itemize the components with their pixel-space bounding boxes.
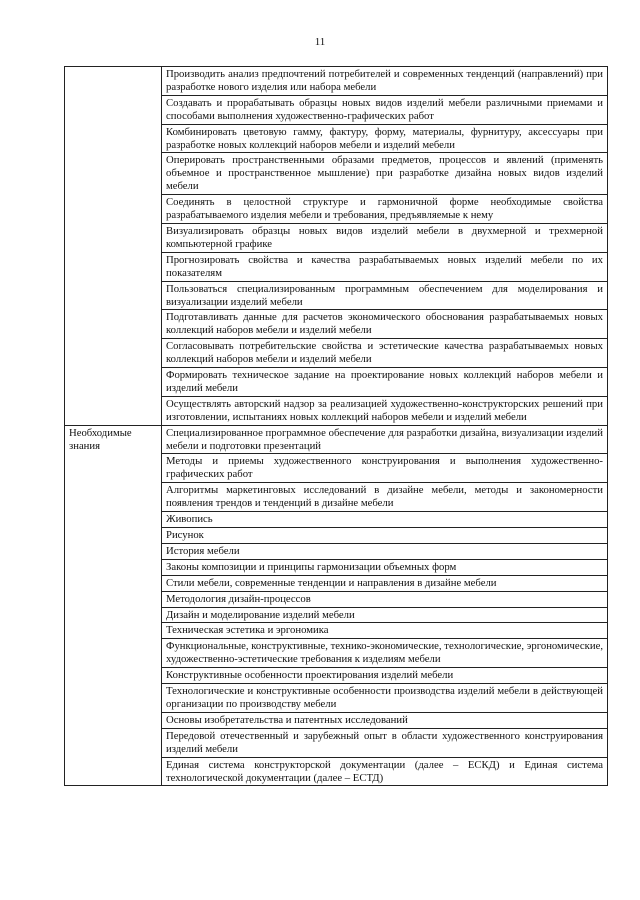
knowledge-row-text: Живопись <box>162 512 608 528</box>
knowledge-row-text: Техническая эстетика и эргономика <box>162 623 608 639</box>
knowledge-row-text: Конструктивные особенности проектирования изделий мебели <box>162 668 608 684</box>
knowledge-row-text: Методология дизайн-процессов <box>162 591 608 607</box>
skill-row-text: Формировать техническое задание на проектирование новых коллекций наборов мебели и изделий мебели <box>162 368 608 397</box>
knowledge-row-text: Алгоритмы маркетинговых исследований в дизайне мебели, методы и закономерности появления трендов и тенденций в дизайне мебели <box>162 483 608 512</box>
skill-row-text: Визуализировать образцы новых видов изделий мебели в двухмерной и трехмерной компьютерной графике <box>162 223 608 252</box>
skill-row-text: Соединять в целостной структуре и гармоничной форме необходимые свойства разрабатываемого изделия мебели и требования, предъявляемые к нему <box>162 195 608 224</box>
skill-row-text: Пользоваться специализированным программным обеспечением для моделирования и визуализации изделий мебели <box>162 281 608 310</box>
skill-row-text: Производить анализ предпочтений потребителей и современных тенденций (направлений) при разработке нового изделия или набора мебели <box>162 67 608 96</box>
skill-row <box>65 67 608 96</box>
skills-label-cell <box>65 67 162 426</box>
knowledge-row-text: Единая система конструкторской документации (далее – ЕСКД) и Единая система технологической документации (далее – ЕСТД) <box>162 757 608 786</box>
knowledge-row-text: Функциональные, конструктивные, технико-экономические, технологические, эргономические, художественно-эстетические требования к изделиям мебели <box>162 639 608 668</box>
knowledge-row <box>65 425 608 454</box>
skill-row-text: Оперировать пространственными образами предметов, процессов и явлений (применять объемное и пространственное мышление) при разработке дизайна новых видов изделий мебели <box>162 153 608 195</box>
skill-row-text: Комбинировать цветовую гамму, фактуру, форму, материалы, фурнитуру, аксессуары при разработке новых коллекций наборов мебели и изделий мебели <box>162 124 608 153</box>
knowledge-row-text: Рисунок <box>162 528 608 544</box>
knowledge-row-text: Основы изобретательства и патентных исследований <box>162 712 608 728</box>
knowledge-row-text: Дизайн и моделирование изделий мебели <box>162 607 608 623</box>
skill-row-text: Прогнозировать свойства и качества разрабатываемых новых изделий мебели по их показателям <box>162 252 608 281</box>
knowledge-row-text: Стили мебели, современные тенденции и направления в дизайне мебели <box>162 575 608 591</box>
requirements-table <box>64 66 608 786</box>
knowledge-row-text: Законы композиции и принципы гармонизации объемных форм <box>162 559 608 575</box>
page-number: 11 <box>314 36 326 48</box>
knowledge-row-text: Передовой отечественный и зарубежный опыт в области художественного конструирования изделий мебели <box>162 728 608 757</box>
requirements-table-body <box>65 67 608 786</box>
skill-row-text: Создавать и прорабатывать образцы новых видов изделий мебели различными приемами и способами выполнения художественно-графических работ <box>162 95 608 124</box>
skill-row-text: Осуществлять авторский надзор за реализацией художественно-конструкторских решений при изготовлении, испытаниях новых коллекций наборов мебели и изделий мебели <box>162 396 608 425</box>
knowledge-row-text: История мебели <box>162 543 608 559</box>
skill-row-text: Согласовывать потребительские свойства и эстетические качества разрабатываемых новых коллекций наборов мебели и изделий мебели <box>162 339 608 368</box>
knowledge-row-text: Специализированное программное обеспечение для разработки дизайна, визуализации изделий мебели и подготовки презентаций <box>162 425 608 454</box>
knowledge-row-text: Методы и приемы художественного конструирования и выполнения художественно-графических работ <box>162 454 608 483</box>
knowledge-label-cell: Необходимые знания <box>65 425 162 786</box>
skill-row-text: Подготавливать данные для расчетов экономического обоснования разрабатываемых новых коллекций наборов мебели и изделий мебели <box>162 310 608 339</box>
knowledge-row-text: Технологические и конструктивные особенности производства изделий мебели в действующей организации по производству мебели <box>162 684 608 713</box>
